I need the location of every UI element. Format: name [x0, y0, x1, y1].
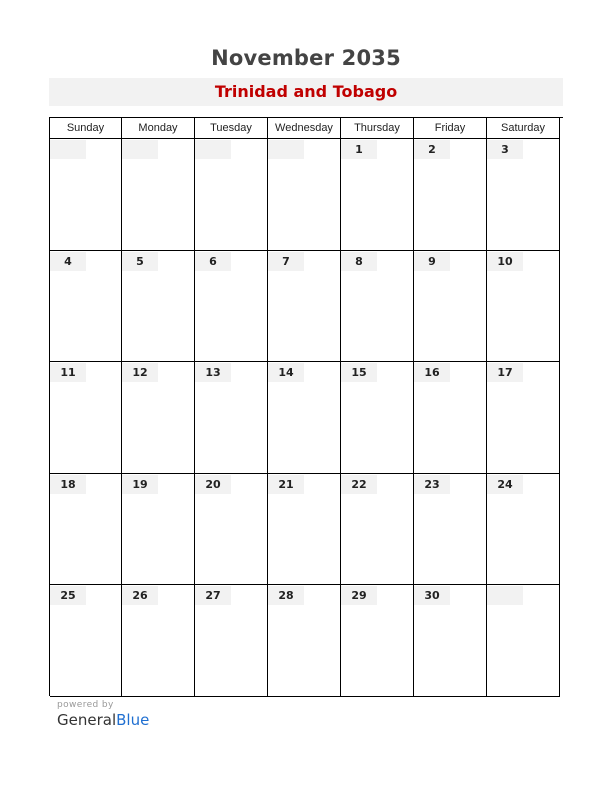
day-number: 20	[195, 475, 231, 494]
day-number: 21	[268, 475, 304, 494]
brand-general: General	[57, 711, 117, 729]
day-number: 30	[414, 586, 450, 605]
day-cell	[341, 362, 414, 474]
day-cell	[414, 474, 487, 585]
day-number: 6	[195, 252, 231, 271]
weekday-friday: Friday	[414, 118, 487, 139]
day-cell	[195, 139, 268, 251]
day-number: 13	[195, 363, 231, 382]
day-number: 16	[414, 363, 450, 382]
day-cell	[50, 139, 122, 251]
weekday-saturday: Saturday	[487, 118, 560, 139]
day-number	[487, 586, 523, 605]
day-cell	[50, 585, 122, 697]
day-cell	[50, 362, 122, 474]
month-calendar	[49, 117, 563, 696]
day-number: 5	[122, 252, 158, 271]
day-cell	[122, 585, 195, 697]
brand-logo[interactable]	[57, 711, 149, 729]
day-number: 4	[50, 252, 86, 271]
day-number: 17	[487, 363, 523, 382]
day-number: 1	[341, 140, 377, 159]
day-number: 9	[414, 252, 450, 271]
day-cell	[268, 362, 341, 474]
day-cell	[195, 251, 268, 362]
day-number: 3	[487, 140, 523, 159]
brand-blue: Blue	[116, 711, 150, 729]
day-cell	[195, 362, 268, 474]
day-cell	[341, 585, 414, 697]
day-number	[122, 140, 158, 159]
weekday-thursday: Thursday	[341, 118, 414, 139]
day-cell	[414, 251, 487, 362]
country-name: Trinidad and Tobago	[214, 82, 398, 101]
day-cell	[122, 139, 195, 251]
day-cell	[341, 251, 414, 362]
day-number: 14	[268, 363, 304, 382]
day-number: 23	[414, 475, 450, 494]
day-number	[50, 140, 86, 159]
day-cell	[341, 474, 414, 585]
day-cell	[341, 139, 414, 251]
day-number	[268, 140, 304, 159]
day-cell	[50, 251, 122, 362]
day-cell	[122, 362, 195, 474]
day-number: 18	[50, 475, 86, 494]
weekday-monday: Monday	[122, 118, 195, 139]
day-cell	[268, 474, 341, 585]
day-cell	[50, 474, 122, 585]
day-cell	[268, 139, 341, 251]
day-number: 22	[341, 475, 377, 494]
weekday-sunday: Sunday	[50, 118, 122, 139]
day-cell	[268, 251, 341, 362]
day-number	[195, 140, 231, 159]
day-number: 24	[487, 475, 523, 494]
footer	[57, 700, 149, 729]
day-cell	[487, 585, 560, 697]
day-number: 7	[268, 252, 304, 271]
day-number: 8	[341, 252, 377, 271]
powered-by-label: powered by	[57, 700, 114, 710]
day-grid	[50, 139, 563, 697]
day-number: 10	[487, 252, 523, 271]
country-banner	[49, 78, 563, 106]
day-cell	[414, 362, 487, 474]
day-cell	[487, 139, 560, 251]
day-number: 27	[195, 586, 231, 605]
day-cell	[414, 139, 487, 251]
day-cell	[122, 474, 195, 585]
day-cell	[414, 585, 487, 697]
day-number: 28	[268, 586, 304, 605]
day-number: 25	[50, 586, 86, 605]
weekday-header-row	[50, 118, 563, 139]
day-cell	[195, 474, 268, 585]
day-cell	[487, 251, 560, 362]
day-number: 19	[122, 475, 158, 494]
day-number: 2	[414, 140, 450, 159]
day-cell	[487, 474, 560, 585]
weekday-wednesday: Wednesday	[268, 118, 341, 139]
page-title: November 2035	[211, 46, 401, 70]
day-number: 11	[50, 363, 86, 382]
day-cell	[487, 362, 560, 474]
weekday-tuesday: Tuesday	[195, 118, 268, 139]
day-number: 15	[341, 363, 377, 382]
day-number: 29	[341, 586, 377, 605]
day-cell	[195, 585, 268, 697]
day-cell	[122, 251, 195, 362]
day-number: 12	[122, 363, 158, 382]
day-cell	[268, 585, 341, 697]
day-number: 26	[122, 586, 158, 605]
